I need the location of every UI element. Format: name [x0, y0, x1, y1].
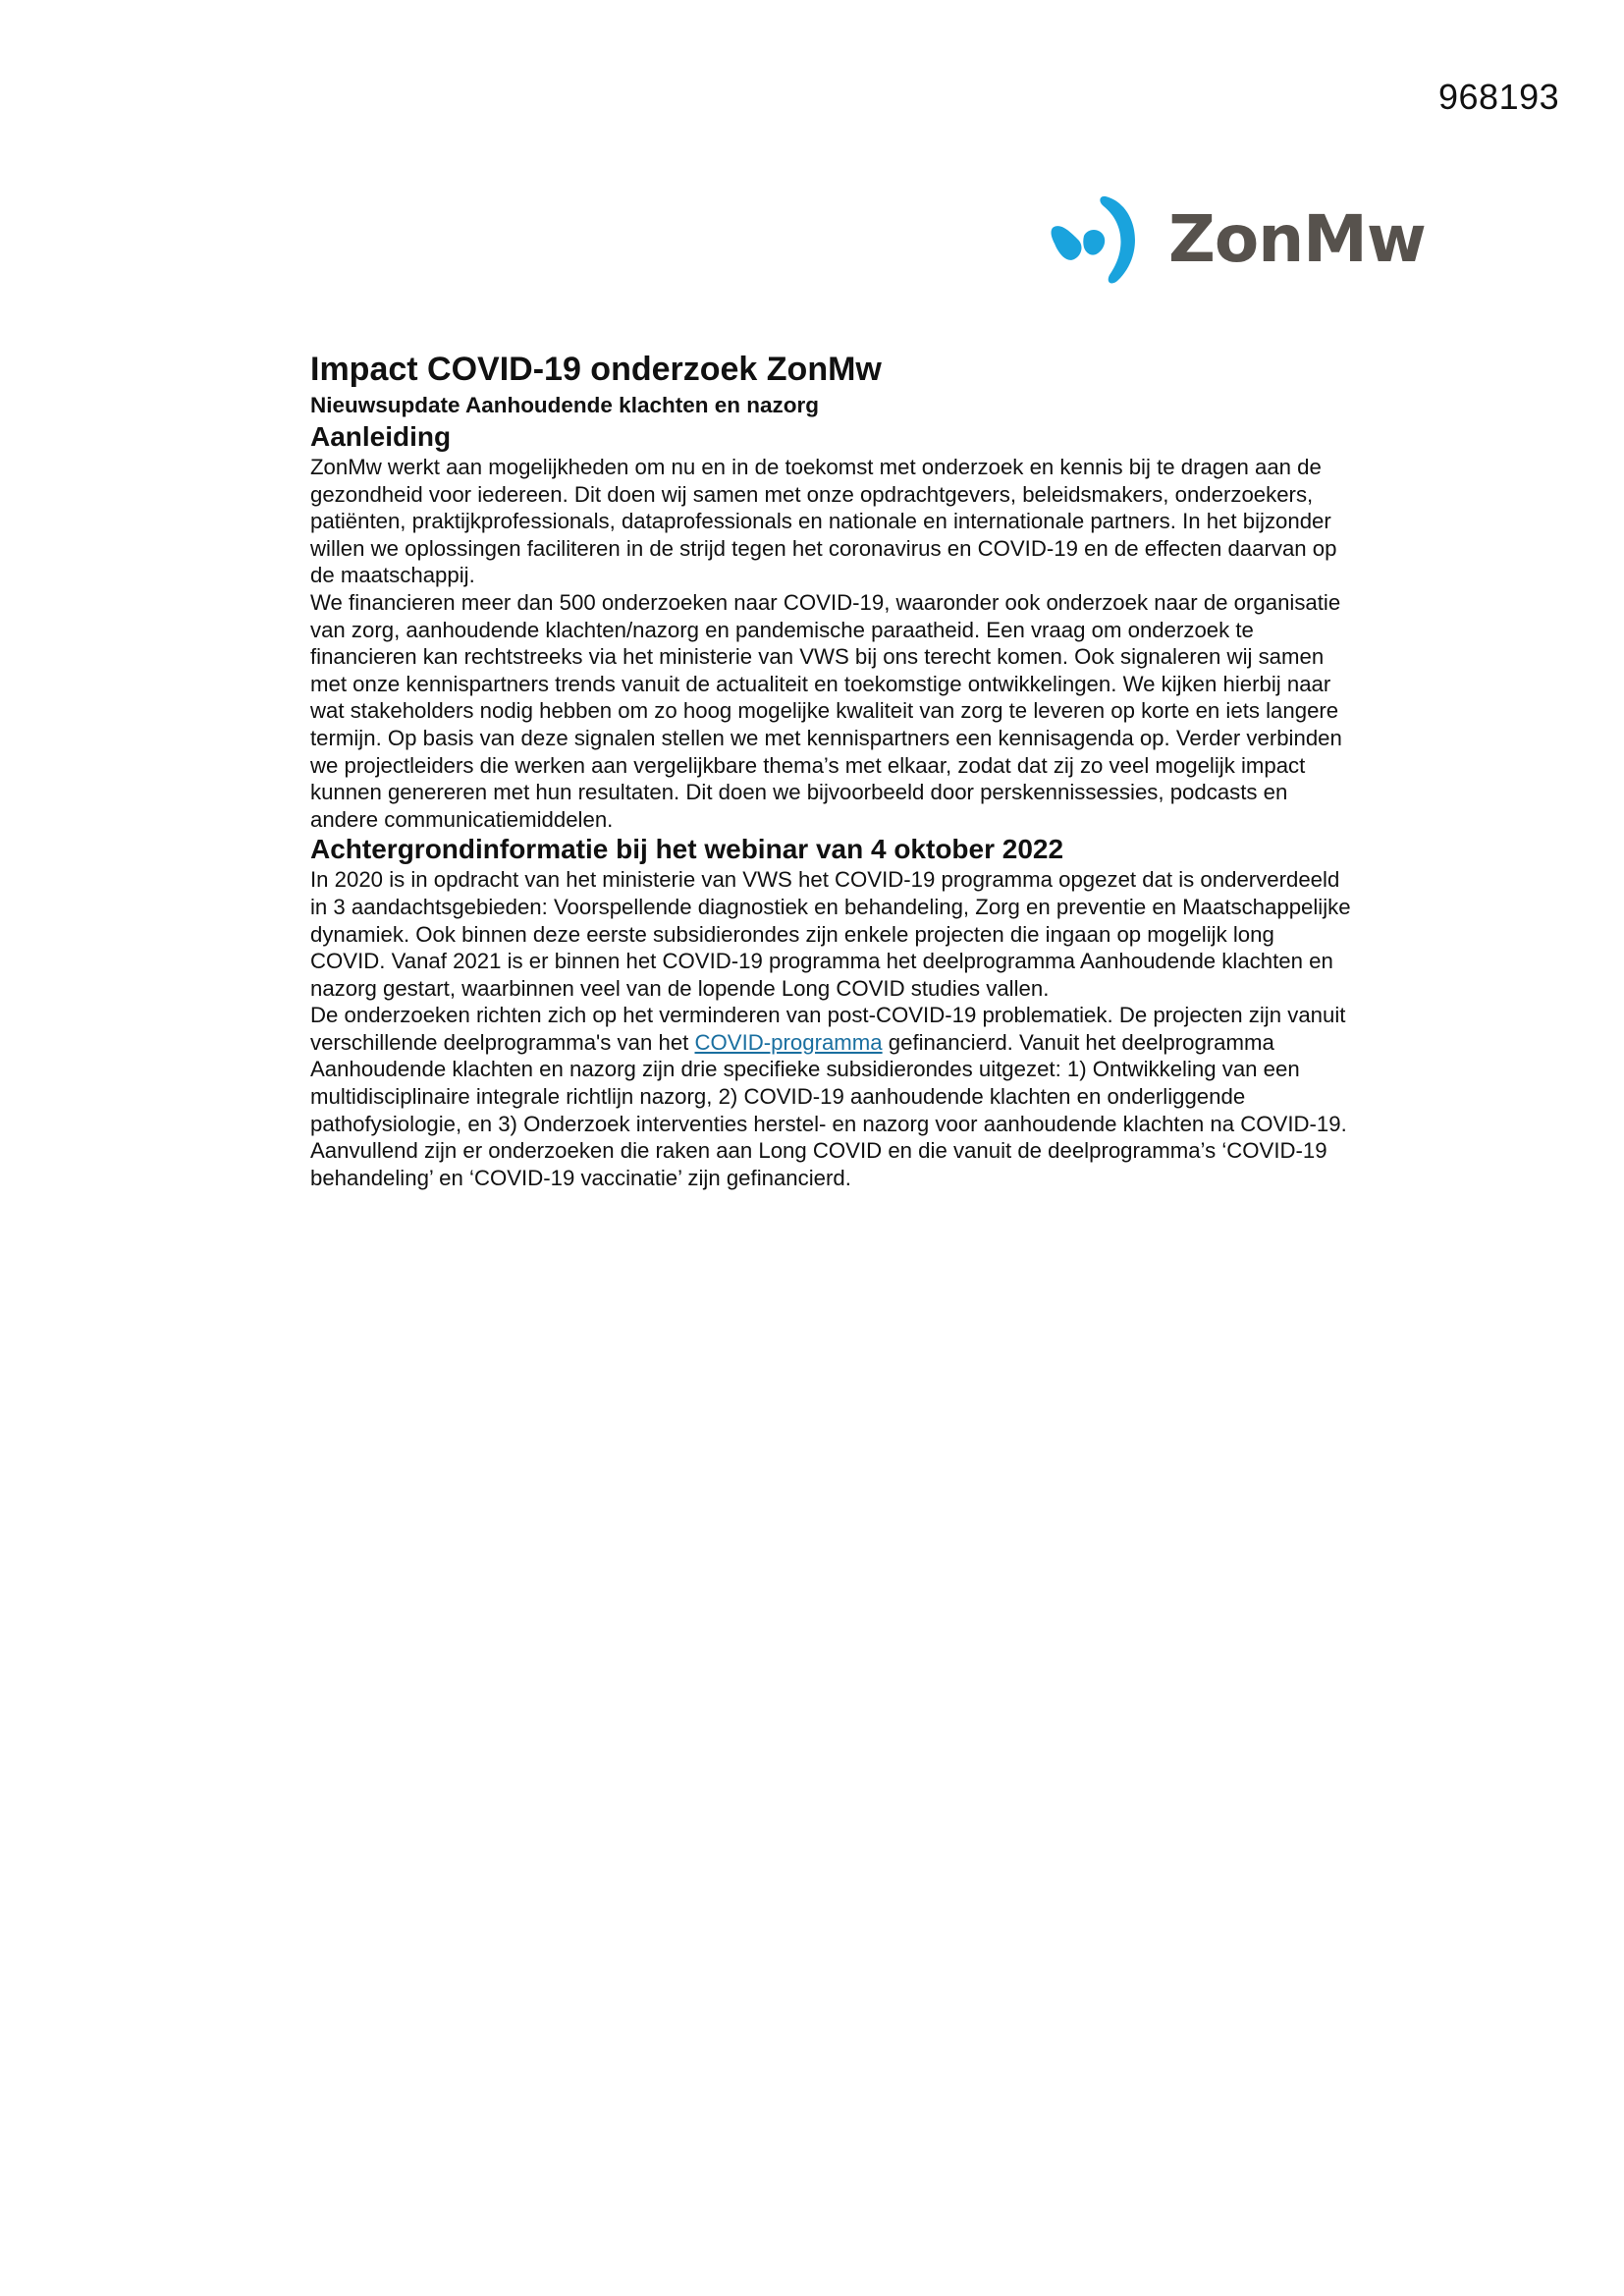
- paragraph: We financieren meer dan 500 onderzoeken naar COVID-19, waaronder ook onderzoek naar de organisatie van zorg, aanhoudende klachten/nazorg en pandemische paraatheid. Een vraag om onderzoek te financieren kan rechtstreeks via het ministerie van VWS bij ons terecht komen. Ook signaleren wij samen met onze kennispartners trends vanuit de actualiteit en toekomstige ontwikkelingen. We kijken hierbij naar wat stakeholders nodig hebben om zo hoog mogelijke kwaliteit van zorg te leveren op korte en iets langere termijn. Op basis van deze signalen stellen we met kennispartners een kennisagenda op. Verder verbinden we projectleiders die werken aan vergelijkbare thema’s met elkaar, zodat dat zij zo veel mogelijk impact kunnen genereren met hun resultaten. Dit doen we bijvoorbeeld door perskennissessies, podcasts en andere communicatiemiddelen.: [310, 589, 1342, 832]
- paragraph-text: De onderzoeken richten zich op het verminderen van post-COVID-19 problematiek. De projecten zijn vanuit verschillende deelprogramma's van het: [310, 1003, 1346, 1055]
- section-achtergrondinformatie: [310, 833, 1351, 1191]
- section-heading: Achtergrondinformatie bij het webinar van 4 oktober 2022: [310, 834, 1064, 865]
- section-aanleiding: [310, 420, 1351, 833]
- paragraph: In 2020 is in opdracht van het ministerie van VWS het COVID-19 programma opgezet dat is onderverdeeld in 3 aandachtsgebieden: Voorspellende diagnostiek en behandeling, Zorg en preventie en Maatschappelijke dynamiek. Ook binnen deze eerste subsidierondes zijn enkele projecten die ingaan op mogelijk long COVID. Vanaf 2021 is er binnen het COVID-19 programma het deelprogramma Aanhoudende klachten en nazorg gestart, waarbinnen veel van de lopende Long COVID studies vallen.: [310, 867, 1351, 1001]
- zonmw-logo-icon: [1049, 192, 1147, 287]
- covid-programma-link[interactable]: COVID-programma: [694, 1029, 883, 1055]
- paragraph: ZonMw werkt aan mogelijkheden om nu en in de toekomst met onderzoek en kennis bij te dragen aan de gezondheid voor iedereen. Dit doen wij samen met onze opdrachtgevers, beleidsmakers, onderzoekers, patiënten, praktijkprofessionals, dataprofessionals en nationale en internationale partners. In het bijzonder willen we oplossingen faciliteren in de strijd tegen het coronavirus en COVID-19 en de effecten daarvan op de maatschappij.: [310, 455, 1337, 588]
- document-number: 968193: [1438, 77, 1560, 117]
- logo-wordmark: ZonMw: [1168, 201, 1426, 277]
- paragraph-text: gefinancierd. Vanuit het deelprogramma Aanhoudende klachten en nazorg zijn drie specifieke subsidierondes uitgezet: 1) Ontwikkeling van een multidisciplinaire integrale richtlijn nazorg, 2) COVID-19 aanhoudende klachten en onderliggende pathofysiologie, en 3) Onderzoek interventies herstel- en nazorg voor aanhoudende klachten na COVID-19. Aanvullend zijn er onderzoeken die raken aan Long COVID en die vanuit de deelprogramma’s ‘COVID-19 behandeling’ en ‘COVID-19 vaccinatie’ zijn gefinancierd.: [310, 1029, 1347, 1190]
- page-subtitle: Nieuwsupdate Aanhoudende klachten en nazorg: [310, 393, 819, 417]
- document-body: [310, 350, 1351, 1191]
- paragraph-with-link: [310, 1002, 1351, 1191]
- page-title: Impact COVID-19 onderzoek ZonMw: [310, 351, 882, 388]
- zonmw-logo: [1049, 192, 1426, 287]
- section-heading: Aanleiding: [310, 421, 452, 452]
